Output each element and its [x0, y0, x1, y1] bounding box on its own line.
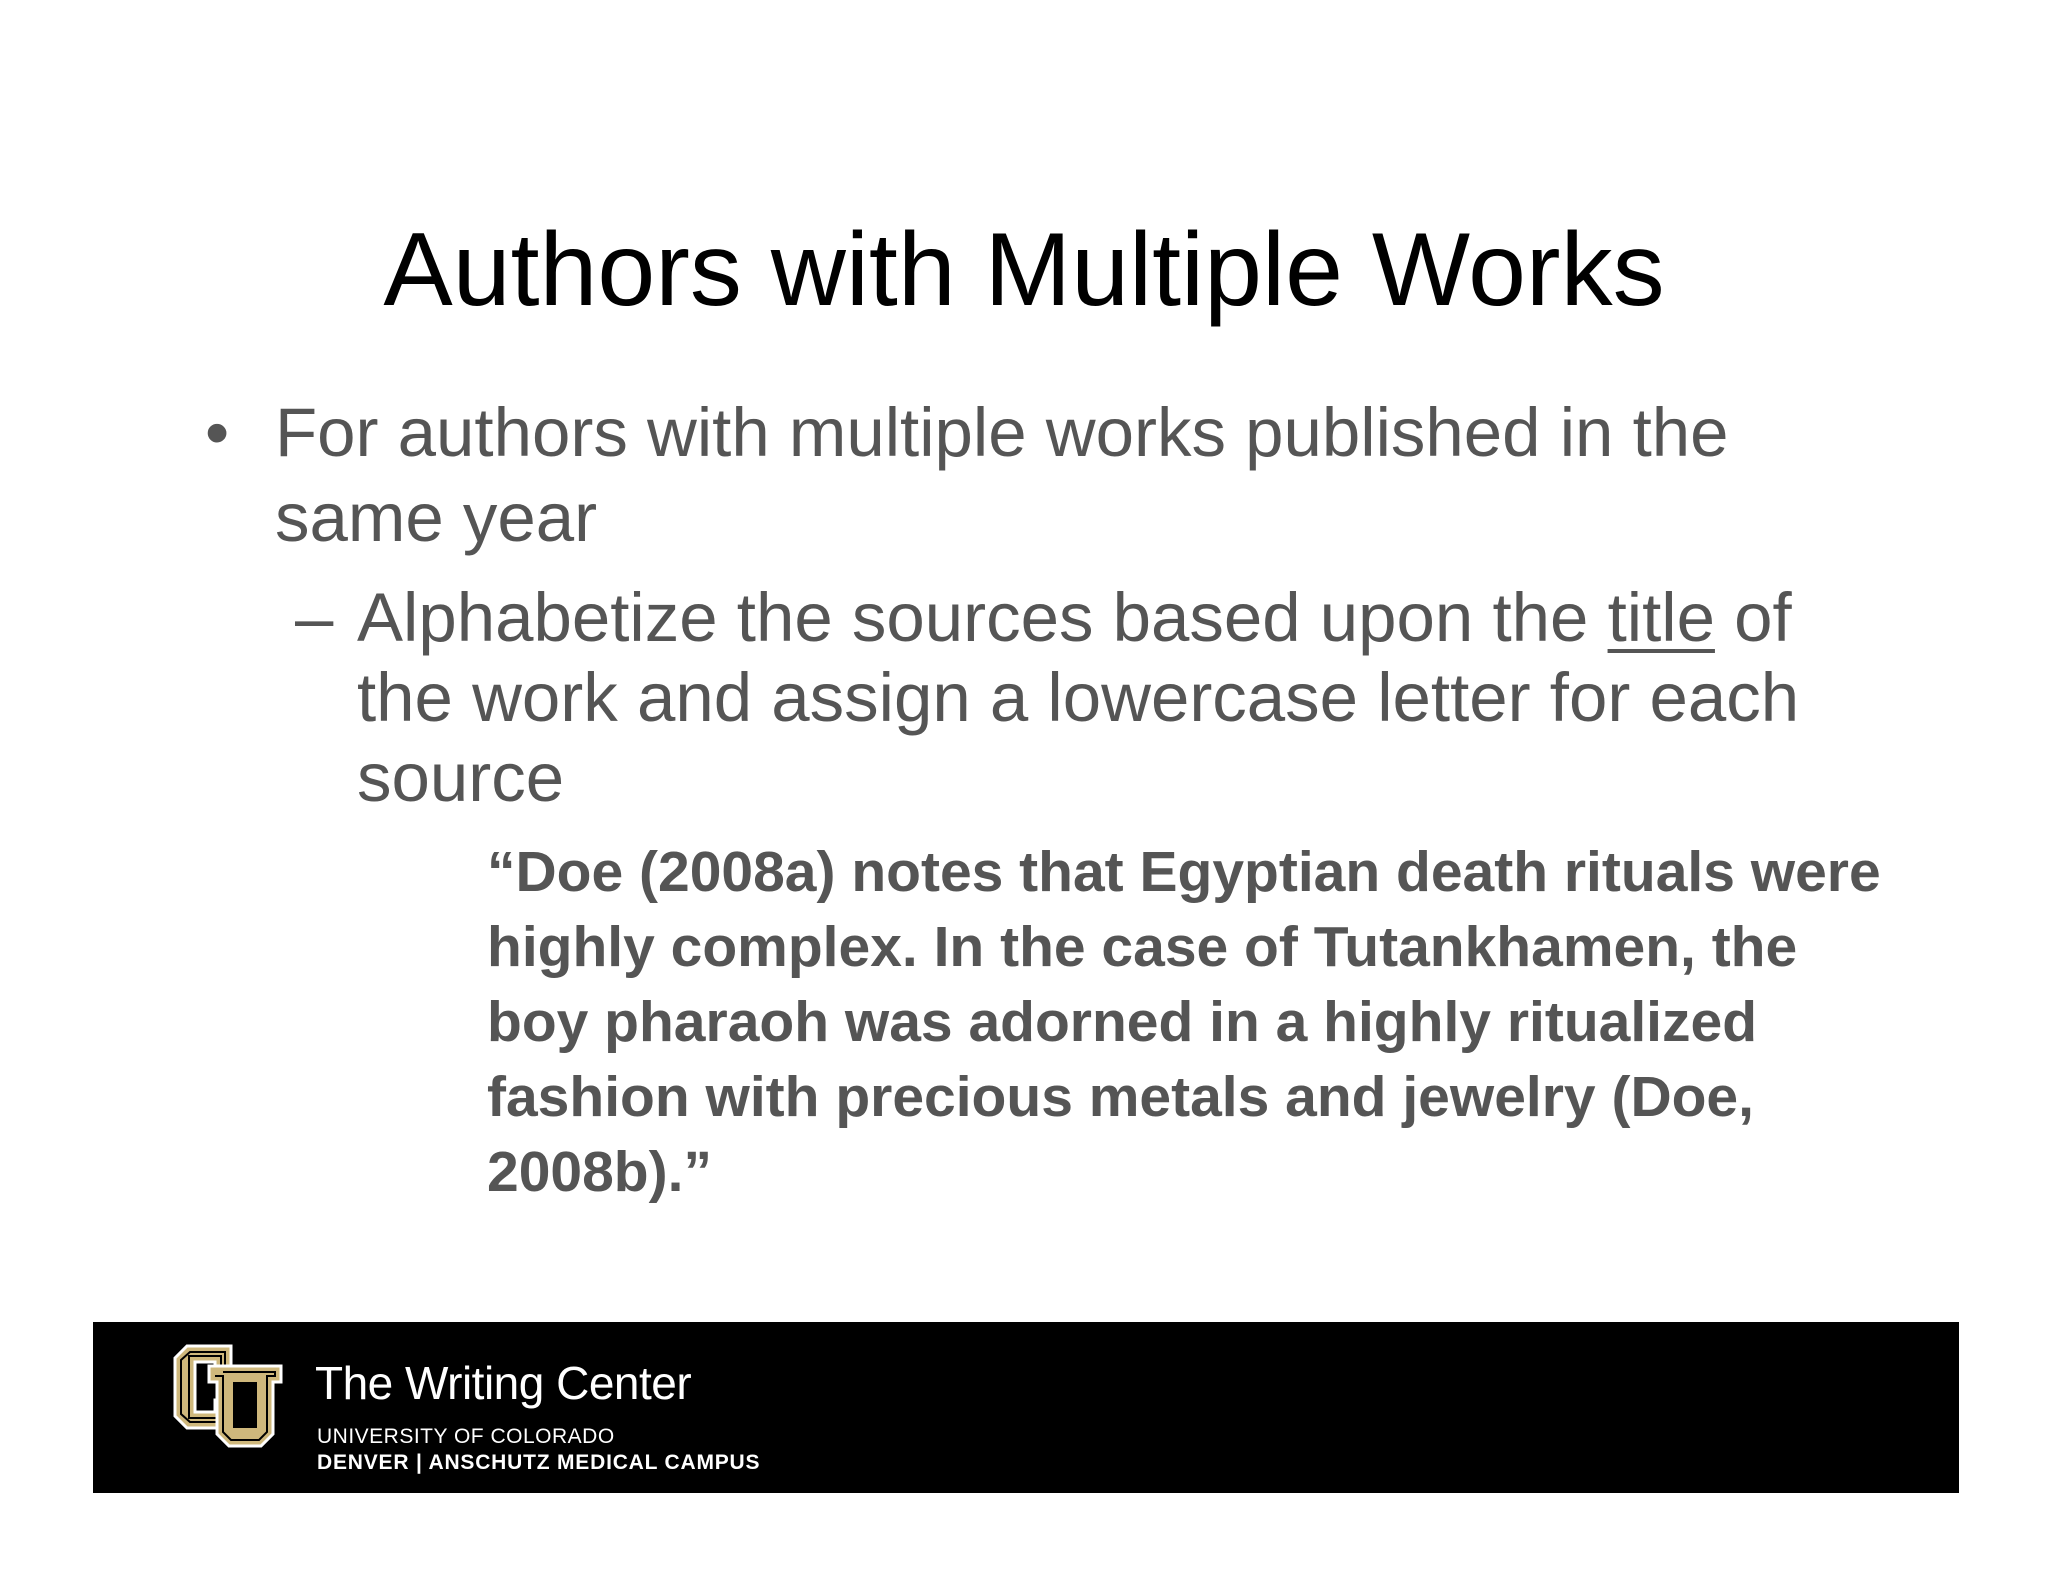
bullet-text: For authors with multiple works published in the same year [275, 394, 1729, 556]
footer-university: UNIVERSITY OF COLORADO [317, 1425, 615, 1448]
sub-bullet-text [357, 578, 1855, 818]
bullet-marker: • [205, 394, 230, 471]
underlined-title-word: title [1607, 579, 1715, 656]
sub-bullet-marker: – [295, 579, 334, 656]
bullet-item [205, 390, 1855, 560]
footer-campus: DENVER | ANSCHUTZ MEDICAL CAMPUS [317, 1451, 761, 1474]
slide-title: Authors with Multiple Works [383, 212, 1665, 328]
sub-bullet-text-after: of the work and assign a lowercase letter for each source [357, 579, 1800, 816]
sub-bullet-item [295, 578, 1855, 818]
footer-title: The Writing Center [315, 1357, 692, 1409]
footer-banner [93, 1322, 1959, 1493]
sub-bullet-text-before: Alphabetize the sources based upon the [357, 579, 1608, 656]
cu-logo-icon [169, 1338, 287, 1454]
example-quote: “Doe (2008a) notes that Egyptian death rituals were highly complex. In the case of Tutankhamen, the boy pharaoh was adorned in a highly ritualized fashion with precious metals and jewelry (Doe, 2008b).” [487, 840, 1881, 1204]
